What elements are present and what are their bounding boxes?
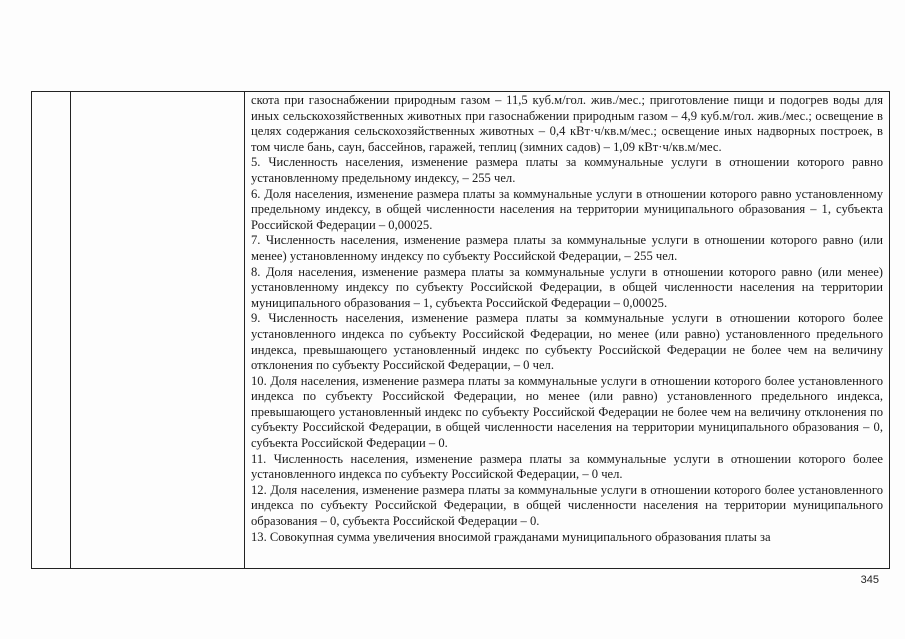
document-table [31, 91, 890, 569]
paragraph: 5. Численность населения, изменение размера платы за коммунальные услуги в отношении которого равно установленному предельному индексу, – 255 чел. [251, 155, 883, 185]
table-cell-name [71, 92, 245, 569]
paragraph: скота при газоснабжении природным газом – 11,5 куб.м/гол. жив./мес.; приготовление пищи и подогрев воды для иных сельскохозяйственных животных при газоснабжении природным газом – 4,9 куб.м/гол. жив./мес.; освещение в целях содержания сельскохозяйственных животных – 0,4 кВт·ч/кв.м/мес.; освещение иных надворных построек, в том числе бань, саун, бассейнов, гаражей, теплиц (зимних садов) – 1,09 кВт·ч/кв.м/мес. [251, 93, 883, 154]
paragraph: 8. Доля населения, изменение размера платы за коммунальные услуги в отношении которого равно (или менее) установленному индексу по субъекту Российской Федерации, в общей численности населения на территории муниципального образования – 1, субъекта Российской Федерации – 0,00025. [251, 264, 883, 310]
table-cell-number [32, 92, 71, 569]
paragraph: 7. Численность населения, изменение размера платы за коммунальные услуги в отношении которого равно (или менее) установленному индексу по субъекту Российской Федерации, – 255 чел. [251, 233, 883, 263]
paragraph: 11. Численность населения, изменение размера платы за коммунальные услуги в отношении которого более установленного индекса по субъекту Российской Федерации, – 0 чел. [251, 451, 883, 482]
paragraph: 9. Численность населения, изменение размера платы за коммунальные услуги в отношении которого более установленного индекса по субъекту Российской Федерации, но менее (или равно) установленного предельного индекса, превышающего установленный индекс по субъекту Российской Федерации не более чем на величину отклонения по субъекту Российской Федерации, – 0 чел. [251, 311, 883, 373]
paragraph: 10. Доля населения, изменение размера платы за коммунальные услуги в отношении которого более установленного индекса по субъекту Российской Федерации, но менее (или равно) установленного предельного индекса, превышающего установленный индекс по субъекту Российской Федерации не более чем на величину отклонения по субъекту Российской Федерации, в общей численности населения на территории муниципального образования – 0, субъекта Российской Федерации – 0. [251, 373, 883, 451]
page-number: 345 [860, 574, 879, 586]
paragraph: 6. Доля населения, изменение размера платы за коммунальные услуги в отношении которого равно установленному предельному индексу, в общей численности населения на территории муниципального образования – 1, субъекта Российской Федерации – 0,00025. [251, 186, 883, 232]
content-text-block [245, 92, 889, 568]
table-row [32, 92, 890, 569]
paragraph: 12. Доля населения, изменение размера платы за коммунальные услуги в отношении которого более установленного индекса по субъекту Российской Федерации, в общей численности населения на территории муниципального образования – 0, субъекта Российской Федерации – 0. [251, 482, 883, 529]
paragraph: 13. Совокупная сумма увеличения вносимой гражданами муниципального образования платы за [251, 529, 771, 544]
table-cell-content [245, 92, 890, 569]
